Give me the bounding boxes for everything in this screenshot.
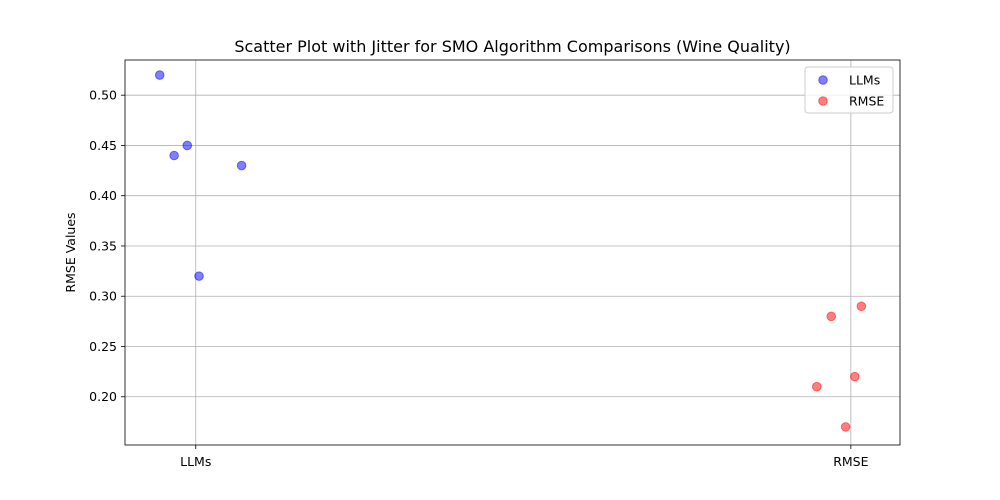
x-tick-label: RMSE [833,454,869,469]
y-tick-label: 0.30 [89,288,117,304]
point-llms [195,272,204,281]
legend [805,67,893,113]
chart-title: Scatter Plot with Jitter for SMO Algorithm Comparisons (Wine Quality) [234,37,791,56]
x-axis [180,445,868,469]
point-rmse [813,382,822,391]
y-tick-label: 0.35 [89,238,117,254]
point-llms [183,141,192,150]
point-rmse [857,302,866,311]
data-points [155,71,865,431]
point-rmse [827,312,836,321]
y-axis [89,88,125,405]
y-tick-label: 0.45 [89,137,117,153]
legend-marker-rmse [819,97,828,106]
y-tick-label: 0.25 [89,338,117,354]
x-tick-label: LLMs [180,454,212,469]
legend-label-rmse: RMSE [849,93,885,109]
plot-area-frame [125,60,900,445]
grid [125,60,900,445]
y-tick-label: 0.20 [89,389,117,405]
point-llms [237,161,246,170]
point-llms [170,151,179,160]
legend-label-llms: LLMs [849,72,881,88]
point-llms [155,71,164,80]
legend-marker-llms [819,76,828,85]
y-tick-label: 0.40 [89,188,117,204]
point-rmse [841,423,850,432]
y-axis-label: RMSE Values [63,212,78,293]
y-tick-label: 0.50 [89,87,117,103]
point-rmse [850,372,859,381]
